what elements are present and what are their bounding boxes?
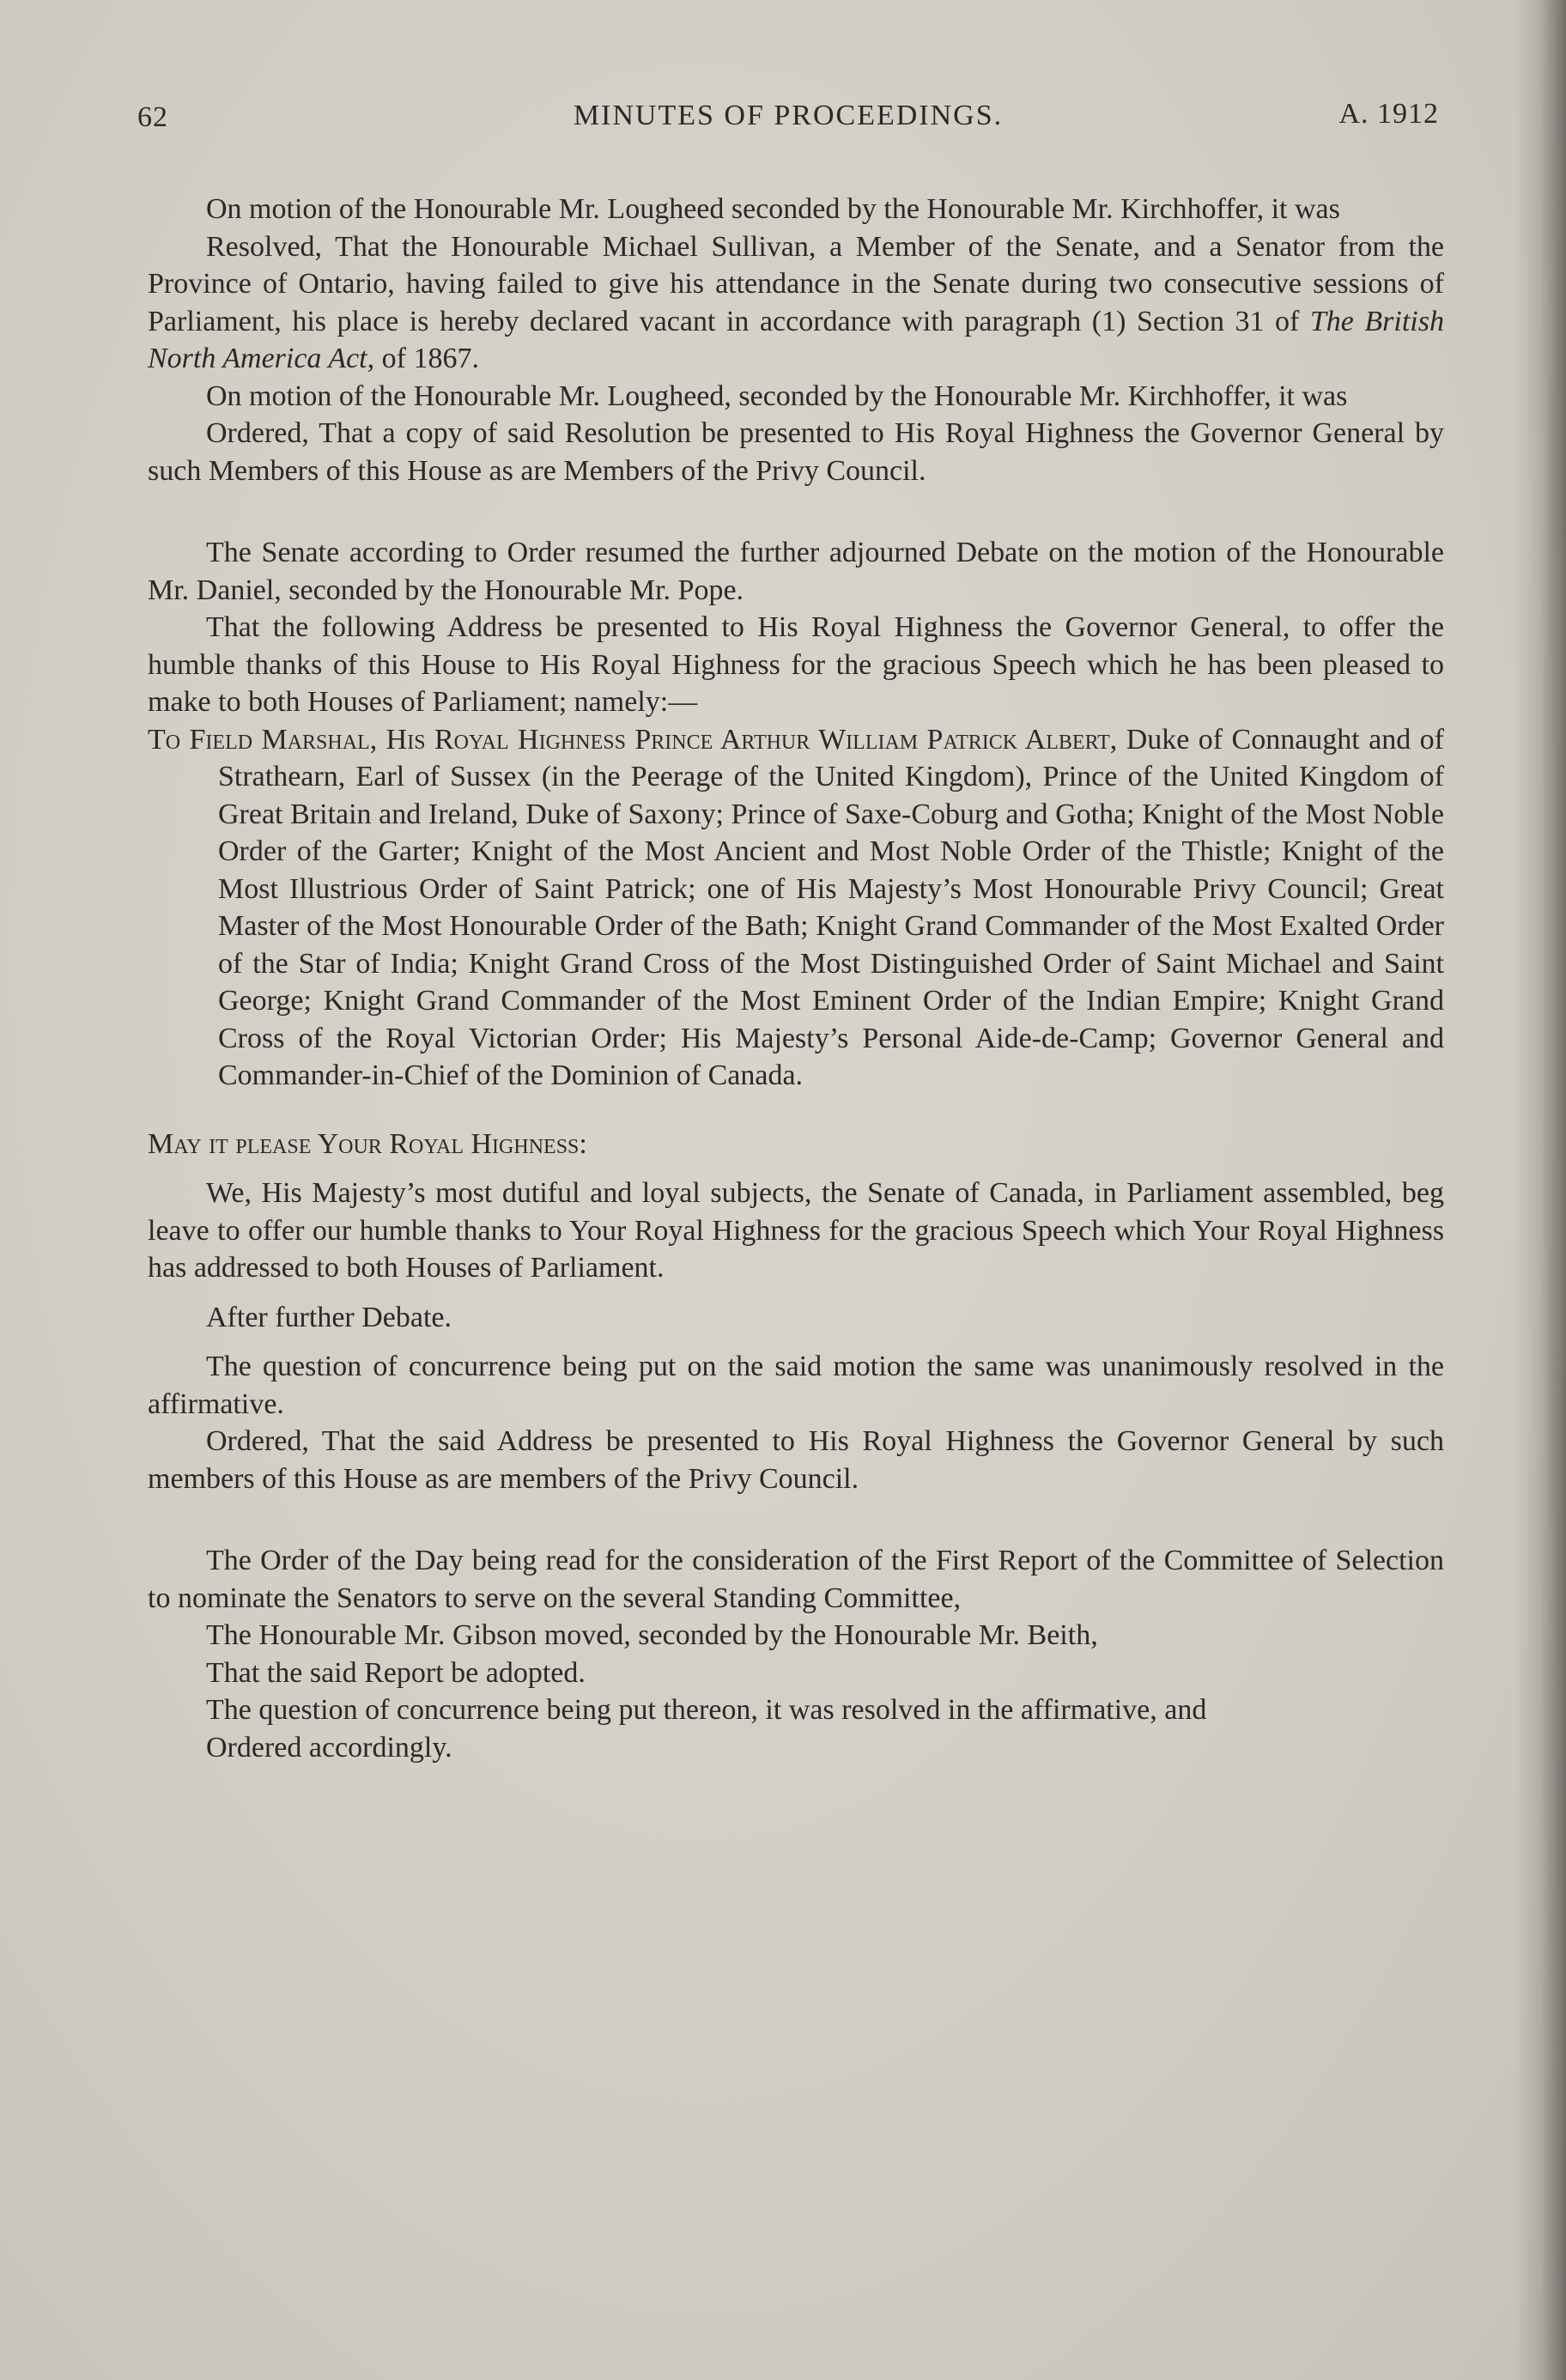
paragraph-order-of-day: The Order of the Day being read for the consideration of the First Report of the Committee of Selection to nominate the Senators to serve on the several Standing Committee,	[148, 1545, 1444, 1614]
paragraph-thanks: We, His Majesty’s most dutiful and loyal subjects, the Senate of Canada, in Parliament assembled, beg leave to offer our humble thanks to Your Royal Highness for the gracious Speech which Your Royal Highness has addressed to both Houses of Parliament.	[148, 1177, 1444, 1284]
paragraph-concurrence: The question of concurrence being put on the said motion the same was unanimously resolved in the affirmative.	[148, 1351, 1444, 1420]
session-year: A. 1912	[1338, 98, 1439, 130]
act-title: The British North America Act,	[148, 305, 1444, 374]
resolved-end: of 1867.	[374, 343, 479, 374]
paragraph-debate-resumed: The Senate according to Order resumed the further adjourned Debate on the motion of the Honourable Mr. Daniel, seconded by the Honourable Mr. Pope.	[148, 537, 1444, 606]
paragraph-ordered-address: Ordered, That the said Address be presented to His Royal Highness the Governor General by such members of this House as are members of the Privy Council.	[148, 1425, 1444, 1495]
paragraph-motion-2: On motion of the Honourable Mr. Lougheed, seconded by the Honourable Mr. Kirchhoffer, it was	[206, 379, 1348, 412]
running-title: MINUTES OF PROCEEDINGS.	[573, 100, 1004, 131]
paragraph-further-debate: After further Debate.	[206, 1301, 452, 1333]
page-body	[148, 191, 1444, 1766]
paragraph-question-concurrence: The question of concurrence being put thereon, it was resolved in the affirmative, and	[206, 1694, 1207, 1726]
paragraph-ordered-accordingly: Ordered accordingly.	[206, 1731, 452, 1764]
address-titles: Duke of Connaught and of Strathearn, Earl of Sussex (in the Peerage of the United Kingdom), Prince of the United Kingdom of Great Britain and Ireland, Duke of Saxony; Prince of Saxe-Coburg and Gotha; Knight of the Most Noble Order of the Garter; Knight of the Most Ancient and Most Noble Order of the Thistle; Knight of the Most Illustrious Order of Saint Patrick; one of His Majesty’s Most Honourable Privy Council; Great Master of the Most Honourable Order of the Bath; Knight Grand Commander of the Most Exalted Order of the Star of India; Knight Grand Cross of the Most Distinguished Order of Saint Michael and Saint George; Knight Grand Commander of the Most Eminent Order of the Indian Empire; Knight Grand Cross of the Royal Victorian Order; His Majesty’s Personal Aide-de-Camp; Governor General and Commander-in-Chief of the Dominion of Canada.	[218, 723, 1444, 1091]
address-to-governor	[148, 721, 1444, 1095]
paragraph-resolved	[148, 228, 1444, 378]
page-number: 62	[137, 101, 168, 133]
address-heading: To Field Marshal, His Royal Highness Prince Arthur William Patrick Albert,	[148, 723, 1118, 756]
page-edge-shadow	[1514, 0, 1566, 2380]
paragraph-ordered-copy: Ordered, That a copy of said Resolution be presented to His Royal Highness the Governor General by such Members of this House as are Members of the Privy Council.	[148, 417, 1444, 487]
page-header	[137, 93, 1439, 144]
paragraph-report-adopted: That the said Report be adopted.	[206, 1656, 586, 1689]
paragraph-address-motion: That the following Address be presented to His Royal Highness the Governor General, to offer the humble thanks of this House to His Royal Highness for the gracious Speech which he has been pleased to make to both Houses of Parliament; namely:—	[148, 611, 1444, 718]
paragraph-gibson-motion: The Honourable Mr. Gibson moved, seconded by the Honourable Mr. Beith,	[206, 1619, 1098, 1651]
paragraph-motion-1: On motion of the Honourable Mr. Lougheed seconded by the Honourable Mr. Kirchhoffer, it was	[206, 193, 1340, 225]
resolved-text: Resolved, That the Honourable Michael Sullivan, a Member of the Senate, and a Senator from the Province of Ontario, having failed to give his attendance in the Senate during two consecutive sessions of Parliament, his place is hereby declared vacant in accordance with paragraph (1) Section 31 of	[148, 230, 1444, 337]
salutation: May it please Your Royal Highness:	[148, 1127, 587, 1160]
